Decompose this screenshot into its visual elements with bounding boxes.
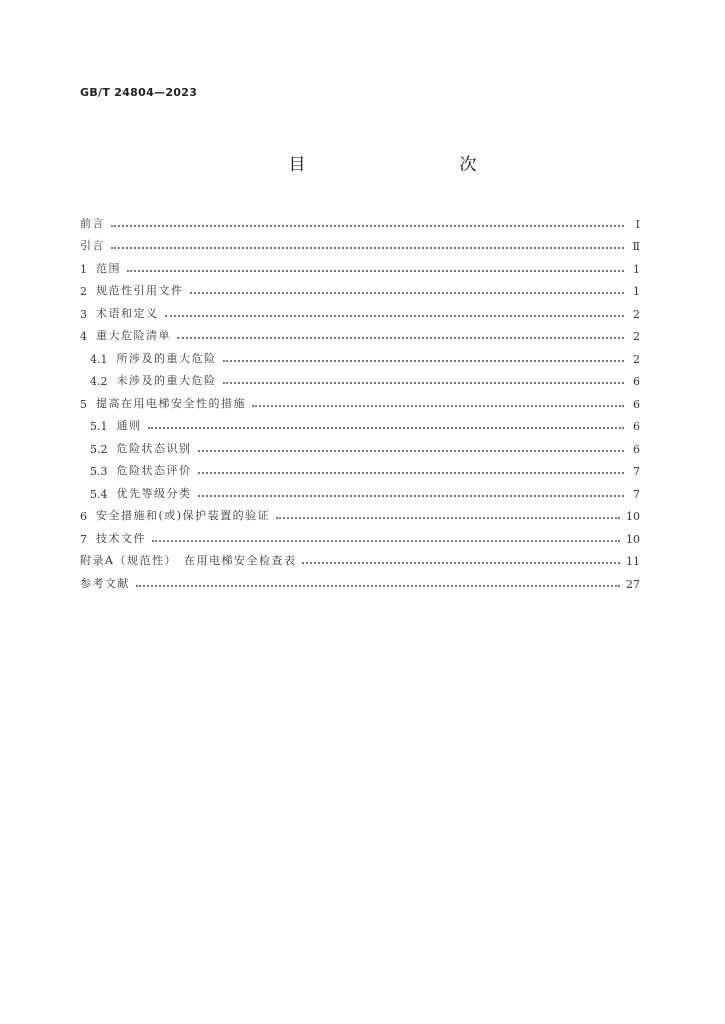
toc-label: 危险状态识别 <box>116 441 192 455</box>
toc-label: 引言 <box>80 239 105 252</box>
toc-leader <box>136 585 620 587</box>
toc-label: 术语和定义 <box>96 306 159 320</box>
toc-number: 6 <box>80 510 87 523</box>
toc-page: 7 <box>633 487 640 501</box>
toc-entry[interactable] <box>80 366 640 389</box>
toc-page: 1 <box>633 285 640 298</box>
toc-leader <box>198 450 625 452</box>
toc-entry[interactable] <box>80 388 640 411</box>
toc-leader <box>223 360 625 362</box>
standard-code: GB/T 24804—2023 <box>80 86 198 99</box>
toc-leader <box>198 472 625 474</box>
toc-number: 5.1 <box>90 420 108 433</box>
toc-entry[interactable] <box>80 501 640 524</box>
toc-entry[interactable] <box>80 523 640 546</box>
toc-page: 2 <box>633 330 640 343</box>
toc-label: 规范性引用文件 <box>96 284 184 297</box>
toc-page: 6 <box>633 375 640 388</box>
toc-leader <box>198 495 625 497</box>
toc-label: 提高在用电梯安全性的措施 <box>96 396 246 410</box>
toc-page: 6 <box>633 442 640 456</box>
toc-page: 6 <box>633 420 640 433</box>
toc-page: 10 <box>626 510 640 523</box>
toc-page: Ⅱ <box>632 240 640 253</box>
toc-leader <box>152 540 620 542</box>
toc-label: 前言 <box>80 216 105 230</box>
toc-label: 安全措施和(或)保护装置的验证 <box>96 509 271 522</box>
toc-number: 4 <box>80 330 87 343</box>
toc-label: 通则 <box>116 419 142 432</box>
toc-label: 附录A（规范性） 在用电梯安全检查表 <box>80 554 297 567</box>
toc-entry[interactable] <box>80 321 640 344</box>
toc-entry[interactable] <box>80 456 640 479</box>
toc-label: 参考文献 <box>80 576 130 590</box>
toc-leader <box>252 405 624 407</box>
toc-page: Ⅰ <box>635 217 640 231</box>
toc-page: 2 <box>633 352 640 366</box>
toc-number: 5.4 <box>90 487 108 501</box>
table-of-contents <box>80 208 640 591</box>
toc-number: 2 <box>80 285 87 298</box>
toc-page: 2 <box>633 307 640 321</box>
toc-number: 5.2 <box>90 442 108 456</box>
toc-leader <box>148 427 625 429</box>
toc-number: 1 <box>80 262 87 276</box>
toc-page: 11 <box>626 555 640 568</box>
page-title: 目 次 <box>288 155 517 175</box>
toc-number: 5.3 <box>90 465 108 478</box>
toc-page: 27 <box>626 577 640 591</box>
toc-label: 技术文件 <box>96 531 146 545</box>
toc-label: 范围 <box>96 261 121 275</box>
toc-number: 3 <box>80 307 87 321</box>
toc-number: 7 <box>80 532 87 546</box>
toc-entry[interactable] <box>80 276 640 299</box>
toc-entry[interactable] <box>80 568 640 591</box>
toc-number: 5 <box>80 397 87 411</box>
toc-leader <box>276 517 620 519</box>
toc-entry[interactable] <box>80 478 640 501</box>
toc-number: 4.1 <box>90 352 108 366</box>
toc-leader <box>223 382 625 384</box>
toc-page: 6 <box>633 397 640 411</box>
toc-entry[interactable] <box>80 231 640 254</box>
toc-entry[interactable] <box>80 208 640 231</box>
toc-leader <box>302 562 620 564</box>
toc-leader <box>111 225 624 227</box>
toc-leader <box>165 315 625 317</box>
toc-page: 1 <box>633 262 640 276</box>
toc-page: 7 <box>633 465 640 478</box>
toc-number: 4.2 <box>90 375 108 388</box>
toc-page: 10 <box>626 532 640 546</box>
toc-label: 危险状态评价 <box>116 464 192 477</box>
toc-label: 重大危险清单 <box>96 329 171 342</box>
toc-label: 优先等级分类 <box>116 486 192 500</box>
toc-leader <box>177 337 624 339</box>
toc-entry[interactable] <box>80 546 640 569</box>
toc-entry[interactable] <box>80 411 640 434</box>
toc-label: 未涉及的重大危险 <box>116 374 217 387</box>
toc-entry[interactable] <box>80 298 640 321</box>
toc-leader <box>127 270 624 272</box>
toc-leader <box>111 247 624 249</box>
toc-entry[interactable] <box>80 433 640 456</box>
toc-label: 所涉及的重大危险 <box>116 351 217 365</box>
toc-entry[interactable] <box>80 253 640 276</box>
toc-entry[interactable] <box>80 343 640 366</box>
toc-leader <box>190 292 625 294</box>
